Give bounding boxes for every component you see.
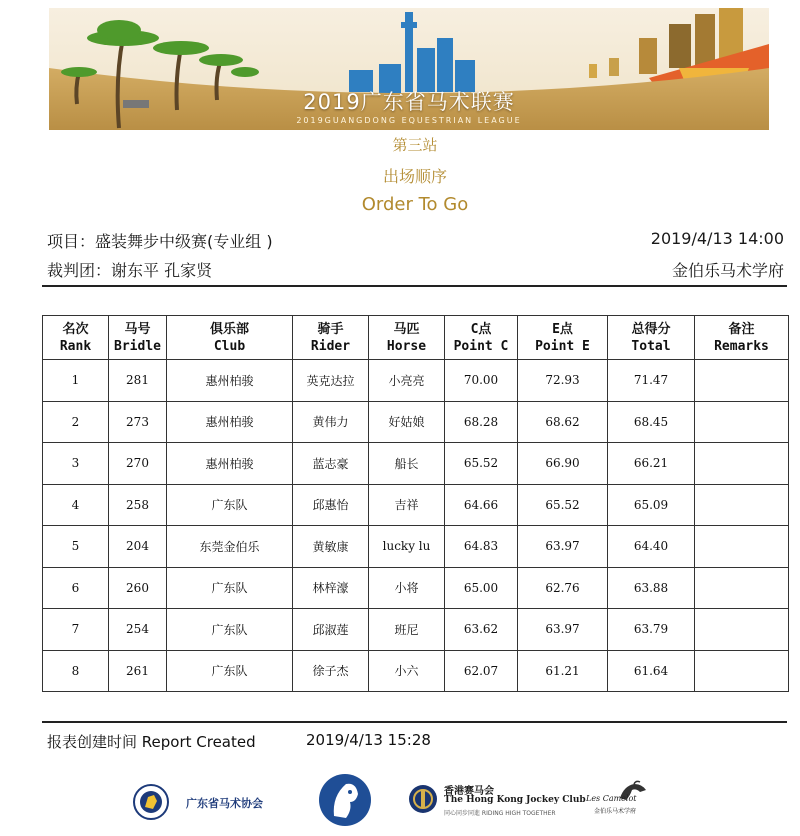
club-cell: 广东队 <box>167 650 293 692</box>
bridle-cell: 270 <box>109 443 167 485</box>
bridle-cell: 261 <box>109 650 167 692</box>
point-c-cell: 64.66 <box>445 484 518 526</box>
total-cell: 68.45 <box>608 401 695 443</box>
rider-cell: 英克达拉 <box>293 360 369 402</box>
table-row <box>43 567 789 609</box>
club-cell: 惠州柏骏 <box>167 360 293 402</box>
horse-cell: 班尼 <box>369 609 445 651</box>
horse-cell: lucky lu <box>369 526 445 568</box>
table-row <box>43 609 789 651</box>
order-title-en: Order To Go <box>361 194 469 215</box>
rider-cell: 黄敏康 <box>293 526 369 568</box>
table-header-row <box>43 316 789 360</box>
point-c-cell: 64.83 <box>445 526 518 568</box>
table-row <box>43 443 789 485</box>
point-e-cell: 62.76 <box>518 567 608 609</box>
total-cell: 71.47 <box>608 360 695 402</box>
bridle-cell: 273 <box>109 401 167 443</box>
rider-cell: 林梓濠 <box>293 567 369 609</box>
total-cell: 64.40 <box>608 526 695 568</box>
point-e-cell: 68.62 <box>518 401 608 443</box>
event-item: 项目：盛装舞步中级赛(专业组 ) <box>47 232 273 251</box>
club-cell: 广东队 <box>167 567 293 609</box>
hkjc-name-cn: 香港赛马会 <box>444 786 494 797</box>
remarks-cell <box>695 567 789 609</box>
point-e-cell: 61.21 <box>518 650 608 692</box>
col-remarks: 备注 Remarks <box>695 316 789 360</box>
remarks-cell <box>695 401 789 443</box>
horse-cell: 吉祥 <box>369 484 445 526</box>
rank-cell: 3 <box>43 443 109 485</box>
gdea-emblem-icon <box>130 783 172 821</box>
point-c-cell: 62.07 <box>445 650 518 692</box>
horse-head-icon <box>316 772 374 828</box>
event-banner <box>49 8 769 130</box>
point-c-cell: 63.62 <box>445 609 518 651</box>
bridle-cell: 260 <box>109 567 167 609</box>
rank-cell: 2 <box>43 401 109 443</box>
col-total: 总得分 Total <box>608 316 695 360</box>
total-cell: 63.88 <box>608 567 695 609</box>
total-cell: 66.21 <box>608 443 695 485</box>
point-e-cell: 63.97 <box>518 609 608 651</box>
remarks-cell <box>695 526 789 568</box>
bridle-cell: 258 <box>109 484 167 526</box>
col-bridle: 马号 Bridle <box>109 316 167 360</box>
point-c-cell: 65.00 <box>445 567 518 609</box>
rider-cell: 黄伟力 <box>293 401 369 443</box>
col-point-c: C点 Point C <box>445 316 518 360</box>
bridle-cell: 281 <box>109 360 167 402</box>
col-rank: 名次 Rank <box>43 316 109 360</box>
remarks-cell <box>695 360 789 402</box>
rider-cell: 蓝志豪 <box>293 443 369 485</box>
total-cell: 65.09 <box>608 484 695 526</box>
total-cell: 61.64 <box>608 650 695 692</box>
judges-panel: 裁判团：谢东平 孔家贤 <box>47 261 213 280</box>
banner-subtitle: 2019GUANGDONG EQUESTRIAN LEAGUE <box>296 116 522 125</box>
remarks-cell <box>695 443 789 485</box>
table-row <box>43 650 789 692</box>
col-point-e: E点 Point E <box>518 316 608 360</box>
point-c-cell: 68.28 <box>445 401 518 443</box>
table-row <box>43 526 789 568</box>
point-c-cell: 65.52 <box>445 443 518 485</box>
point-c-cell: 70.00 <box>445 360 518 402</box>
point-e-cell: 66.90 <box>518 443 608 485</box>
rank-cell: 6 <box>43 567 109 609</box>
report-created-label: 报表创建时间 Report Created <box>47 733 256 751</box>
hkjc-name-en: The Hong Kong Jockey Club <box>444 795 586 805</box>
rank-cell: 8 <box>43 650 109 692</box>
rider-cell: 徐子杰 <box>293 650 369 692</box>
club-cell: 惠州柏骏 <box>167 443 293 485</box>
header-divider <box>42 285 787 287</box>
rank-cell: 5 <box>43 526 109 568</box>
remarks-cell <box>695 609 789 651</box>
horse-cell: 小亮亮 <box>369 360 445 402</box>
club-cell: 东莞金伯乐 <box>167 526 293 568</box>
gdea-name: 广东省马术协会 <box>186 797 263 810</box>
rank-cell: 1 <box>43 360 109 402</box>
table-row <box>43 401 789 443</box>
point-e-cell: 72.93 <box>518 360 608 402</box>
rank-cell: 4 <box>43 484 109 526</box>
horse-cell: 好姑娘 <box>369 401 445 443</box>
gdea-logo <box>130 783 172 825</box>
remarks-cell <box>695 650 789 692</box>
table-row <box>43 484 789 526</box>
point-e-cell: 63.97 <box>518 526 608 568</box>
hkjc-emblem-icon <box>408 784 438 814</box>
club-cell: 惠州柏骏 <box>167 401 293 443</box>
order-title-cn: 出场顺序 <box>382 167 447 186</box>
total-cell: 63.79 <box>608 609 695 651</box>
footer-divider <box>42 721 787 723</box>
venue: 金伯乐马术学府 <box>671 261 784 280</box>
banner-title: 2019广东省马术联赛 <box>303 90 515 114</box>
club-cell: 广东队 <box>167 609 293 651</box>
table-row <box>43 360 789 402</box>
col-club: 俱乐部 Club <box>167 316 293 360</box>
point-e-cell: 65.52 <box>518 484 608 526</box>
report-created-time: 2019/4/13 15:28 <box>306 731 431 749</box>
rank-cell: 7 <box>43 609 109 651</box>
rider-cell: 邱淑莲 <box>293 609 369 651</box>
results-table <box>42 315 789 692</box>
event-datetime: 2019/4/13 14:00 <box>650 229 784 248</box>
col-rider: 骑手 Rider <box>293 316 369 360</box>
horse-cell: 小六 <box>369 650 445 692</box>
col-horse: 马匹 Horse <box>369 316 445 360</box>
rider-cell: 邱惠怡 <box>293 484 369 526</box>
bridle-cell: 254 <box>109 609 167 651</box>
club-cell: 广东队 <box>167 484 293 526</box>
horse-cell: 船长 <box>369 443 445 485</box>
horse-head-logo <box>316 772 374 832</box>
les-camelot-name-cn: 金伯乐马术学府 <box>594 808 637 815</box>
hkjc-logo <box>408 784 438 818</box>
horse-cell: 小将 <box>369 567 445 609</box>
les-camelot-name: Les Camelot <box>586 794 637 803</box>
remarks-cell <box>695 484 789 526</box>
hkjc-slogan: 同心同步同進 RIDING HIGH TOGETHER <box>444 810 556 817</box>
bridle-cell: 204 <box>109 526 167 568</box>
stage-label: 第三站 <box>392 136 438 154</box>
